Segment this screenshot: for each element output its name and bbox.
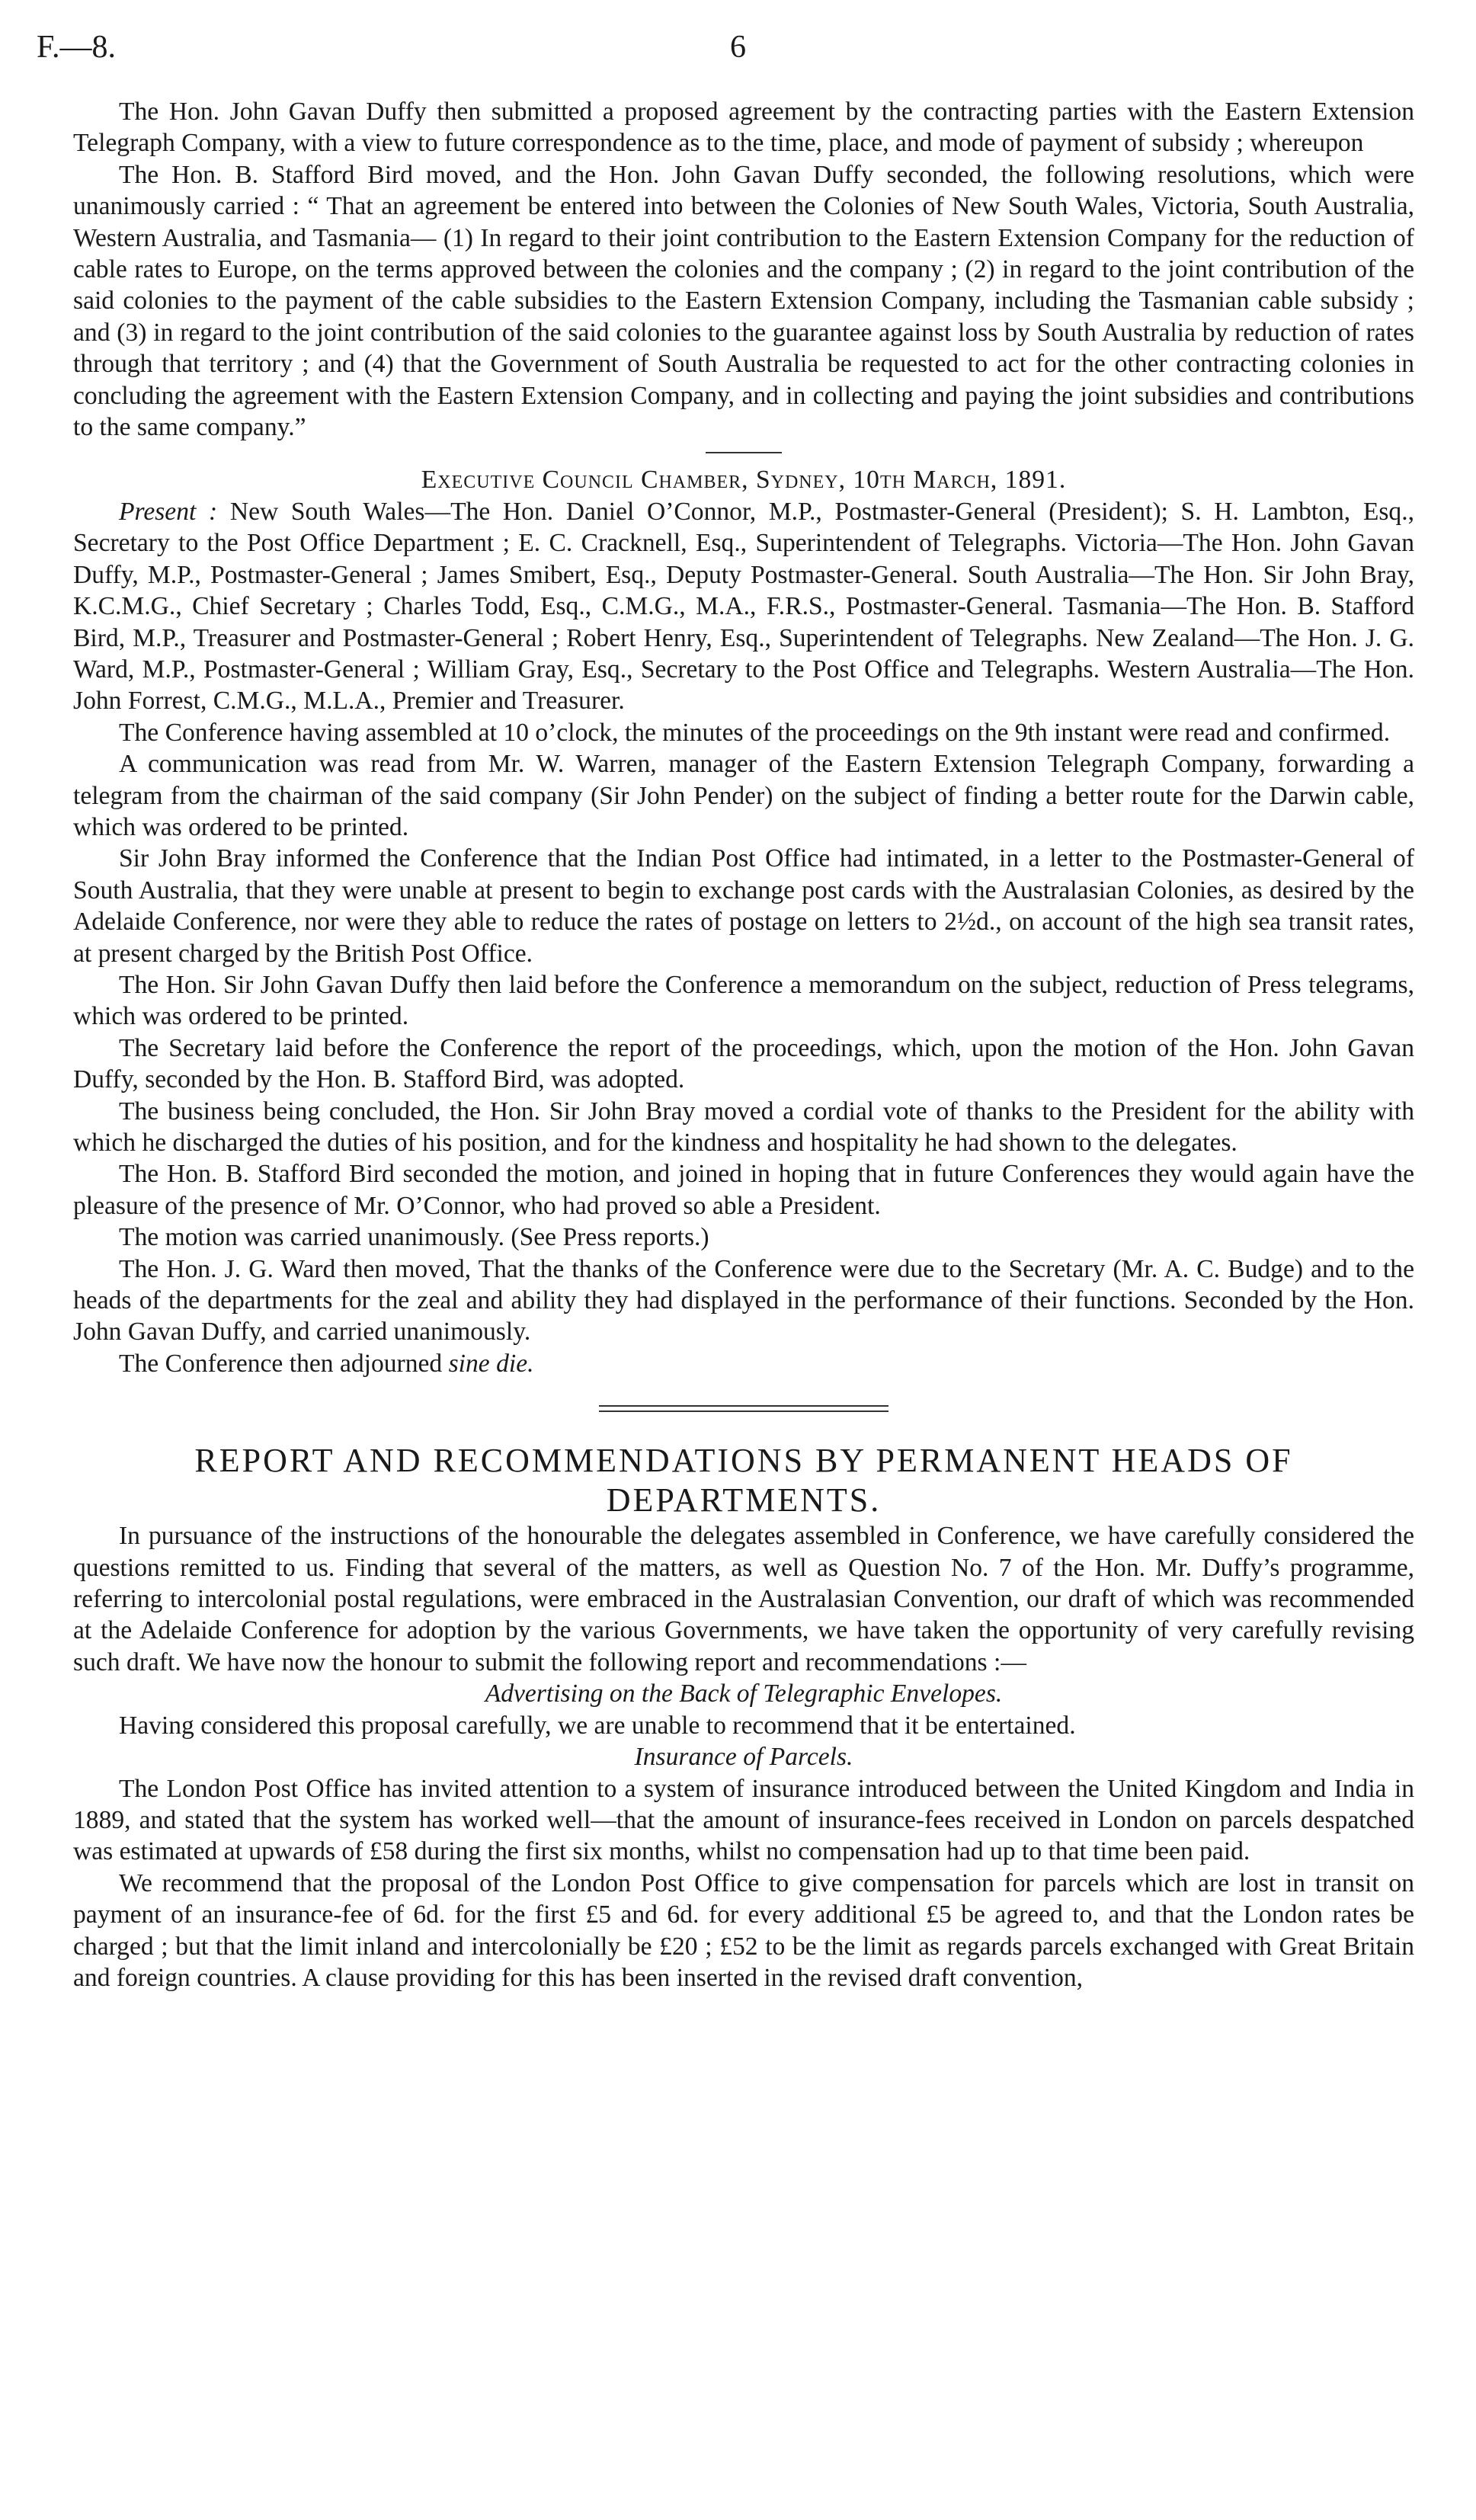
paragraph: The Hon. B. Stafford Bird seconded the motion, and joined in hoping that in future Conferences they would again have the pleasure of the presence of Mr. O’Connor, who had proved so able a President.	[73, 1160, 1414, 1220]
paragraph: The Hon. Sir John Gavan Duffy then laid before the Conference a memorandum on the subject, reduction of Press telegrams, which was ordered to be printed.	[73, 970, 1414, 1031]
paragraph: The motion was carried unanimously. (See Press reports.)	[119, 1223, 709, 1252]
page-number: 6	[730, 30, 746, 65]
section-divider	[599, 1405, 888, 1412]
paragraph: The London Post Office has invited attention to a system of insurance introduced between the United Kingdom and India in 1889, and stated that the system has worked well—that the amount of insurance-fees received in London on parcels despatched was estimated at upwards of £58 during the first six months, whilst no compensation had up to that time been paid.	[73, 1774, 1414, 1866]
paragraph: The Hon. John Gavan Duffy then submitted a proposed agreement by the contracting parties with the Eastern Extension Telegraph Company, with a view to future correspondence as to the time, place, and mode of payment of subsidy ; whereupon	[73, 98, 1414, 158]
adjourn-italic: sine die.	[448, 1349, 534, 1378]
meeting-heading: Executive Council Chamber, Sydney, 10th March, 1891.	[421, 466, 1067, 495]
paragraph: The business being concluded, the Hon. Sir John Bray moved a cordial vote of thanks to the President for the ability with which he discharged the duties of his position, and for the kindness and hospitality he had shown to the delegates.	[73, 1097, 1414, 1157]
present-label: Present :	[119, 497, 218, 526]
paragraph: We recommend that the proposal of the London Post Office to give compensation for parcels which are lost in transit on payment of an insurance-fee of 6d. for the first £5 and 6d. for every additional £5 be agreed to, and that the London rates be charged ; but that the limit inland and intercolonially be £20 ; £52 to be the limit as regards parcels exchanged with Great Britain and foreign countries. A clause providing for this has been inserted in the revised draft convention,	[73, 1868, 1414, 1992]
present-text: New South Wales—The Hon. Daniel O’Connor, M.P., Postmaster-General (President); S. H. Lambton, Esq., Secretary to the Post Office Department ; E. C. Cracknell, Esq., Superintendent of Telegraphs. Victoria—The Hon. John Gavan Duffy, M.P., Postmaster-General ; James Smibert, Esq., Deputy Postmaster-General. South Australia—The Hon. Sir John Bray, K.C.M.G., Chief Secretary ; Charles Todd, Esq., C.M.G., M.A., F.R.S., Postmaster-General. Tasmania—The Hon. B. Stafford Bird, M.P., Treasurer and Postmaster-General ; Robert Henry, Esq., Superintendent of Telegraphs. New Zealand—The Hon. J. G. Ward, M.P., Postmaster-General ; William Gray, Esq., Secretary to the Post Office and Telegraphs. Western Australia—The Hon. John Forrest, C.M.G., M.L.A., Premier and Treasurer.	[73, 497, 1415, 716]
paragraph: Having considered this proposal carefully, we are unable to recommend that it be entertained.	[119, 1711, 1076, 1740]
advertising-heading: Advertising on the Back of Telegraphic Envelopes.	[485, 1679, 1003, 1708]
document-body	[73, 96, 1414, 1993]
paragraph: The Hon. J. G. Ward then moved, That the thanks of the Conference were due to the Secretary (Mr. A. C. Budge) and to the heads of the departments for the zeal and ability they had displayed in the performance of their functions. Seconded by the Hon. John Gavan Duffy, and carried unanimously.	[73, 1254, 1414, 1346]
paragraph: The Secretary laid before the Conference the report of the proceedings, which, upon the motion of the Hon. John Gavan Duffy, seconded by the Hon. B. Stafford Bird, was adopted.	[73, 1033, 1414, 1094]
paragraph: The Conference having assembled at 10 o’clock, the minutes of the proceedings on the 9th instant were read and confirmed.	[119, 718, 1391, 747]
report-title: REPORT AND RECOMMENDATIONS BY PERMANENT HEADS OF DEPARTMENTS.	[194, 1442, 1293, 1519]
paragraph: A communication was read from Mr. W. Warren, manager of the Eastern Extension Telegraph Company, forwarding a telegram from the chairman of the said company (Sir John Pender) on the subject of finding a better route for the Darwin cable, which was ordered to be printed.	[73, 750, 1414, 841]
page-header	[37, 29, 1439, 75]
adjourn-paragraph	[73, 1348, 1414, 1379]
document-reference: F.—8.	[37, 30, 116, 65]
adjourn-text: The Conference then adjourned	[119, 1349, 449, 1378]
divider	[706, 452, 782, 453]
paragraph: Sir John Bray informed the Conference that the Indian Post Office had intimated, in a letter to the Postmaster-General of South Australia, that they were unable at present to begin to exchange post cards with the Australasian Colonies, as desired by the Adelaide Conference, nor were they able to reduce the rates of postage on letters to 2½d., on account of the high sea transit rates, at present charged by the British Post Office.	[73, 844, 1414, 968]
paragraph: The Hon. B. Stafford Bird moved, and the Hon. John Gavan Duffy seconded, the following resolutions, which were unanimously carried : “ That an agreement be entered into between the Colonies of New South Wales, Victoria, South Australia, Western Australia, and Tasmania— (1) In regard to their joint contribution to the Eastern Extension Company for the reduction of cable rates to Europe, on the terms approved between the colonies and the company ; (2) in regard to the joint contribution of the said colonies to the payment of the cable subsidies to the Eastern Extension Company, including the Tasmanian cable subsidy ; and (3) in regard to the joint contribution of the said colonies to the guarantee against loss by South Australia by reduction of rates through that territory ; and (4) that the Government of South Australia be requested to act for the other contracting colonies in concluding the agreement with the Eastern Extension Company, and in collecting and paying the joint subsidies and contributions to the same company.”	[73, 160, 1414, 442]
present-paragraph	[73, 496, 1414, 717]
insurance-heading: Insurance of Parcels.	[634, 1743, 853, 1772]
report-intro: In pursuance of the instructions of the honourable the delegates assembled in Conference, we have carefully considered the questions remitted to us. Finding that several of the matters, as well as Question No. 7 of the Hon. Mr. Duffy’s programme, referring to intercolonial postal regulations, were embraced in the Australasian Convention, our draft of which was recommended at the Adelaide Conference for adoption by the various Governments, we have taken the opportunity of very carefully revising such draft. We have now the honour to submit the following report and recommendations :—	[73, 1522, 1414, 1676]
